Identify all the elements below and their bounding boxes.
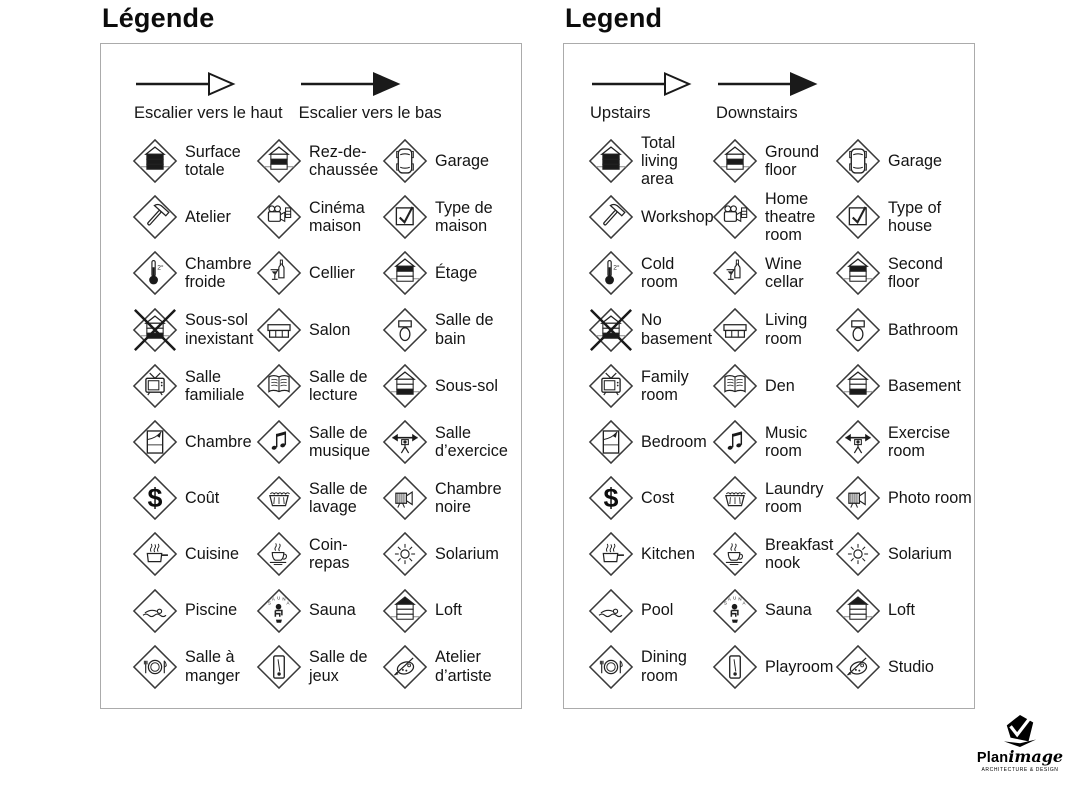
legend-item-label: Breakfast nook bbox=[765, 536, 834, 573]
legend-item-label: Garage bbox=[435, 151, 489, 170]
pool-icon bbox=[588, 588, 634, 634]
garage-icon bbox=[835, 138, 881, 184]
legend-item-pool bbox=[588, 588, 712, 634]
legend-item-label: Total living area bbox=[641, 133, 678, 189]
cost-icon bbox=[588, 475, 634, 521]
legend-item-label: Studio bbox=[888, 657, 934, 676]
legend-item-label: Type of house bbox=[888, 198, 942, 236]
legend-item-label: Salle de musique bbox=[309, 423, 371, 461]
legend-item-label: Salle de bain bbox=[435, 311, 494, 348]
planimage-mark-icon bbox=[1000, 714, 1040, 748]
legend-item-wine-cellar bbox=[712, 250, 835, 296]
legend-item-playroom bbox=[712, 644, 835, 690]
legend-item-bedroom bbox=[132, 419, 256, 465]
wine-cellar-icon bbox=[712, 250, 758, 296]
legend-item-photo-room bbox=[835, 475, 977, 521]
legend-item-label: Chambre bbox=[185, 432, 252, 451]
svg-text:A: A bbox=[727, 596, 731, 602]
legend-item-sauna bbox=[712, 588, 835, 634]
no-basement-icon bbox=[588, 307, 634, 353]
planimage-logo bbox=[973, 714, 1067, 773]
legend-item-den bbox=[256, 363, 382, 409]
legend-item-label: Cost bbox=[641, 489, 675, 508]
bedroom-icon bbox=[588, 419, 634, 465]
legend-item-label: Bedroom bbox=[641, 432, 707, 451]
legend-item-label: Atelier bbox=[185, 208, 231, 227]
studio-icon bbox=[835, 644, 881, 690]
workshop-icon bbox=[588, 194, 634, 240]
exercise-room-icon bbox=[835, 419, 881, 465]
panel-title-english: Legend bbox=[565, 3, 663, 33]
legend-item-type-of-house bbox=[382, 194, 522, 240]
no-basement-icon bbox=[132, 307, 178, 353]
legend-item-label: Salle de lavage bbox=[309, 479, 368, 517]
legend-item-second-floor bbox=[382, 250, 522, 296]
dining-room-icon bbox=[132, 644, 178, 690]
legend-item-label: Workshop bbox=[641, 208, 714, 227]
legend-item-dining-room bbox=[132, 644, 256, 690]
legend-item-label: Cold room bbox=[641, 255, 678, 292]
svg-text:$: $ bbox=[603, 483, 619, 514]
stairs-down-arrow-icon bbox=[716, 70, 818, 103]
family-room-icon bbox=[132, 363, 178, 409]
arrow-label: Downstairs bbox=[716, 104, 798, 122]
living-room-icon bbox=[256, 307, 302, 353]
legend-item-label: Surface totale bbox=[185, 142, 241, 180]
legend-item-label: Salle familiale bbox=[185, 367, 245, 404]
legend-item-label: Music room bbox=[765, 423, 808, 461]
legend-item-label: Étage bbox=[435, 264, 478, 283]
svg-text:A: A bbox=[286, 599, 290, 605]
arrow-block-stairs-up-arrow bbox=[134, 70, 283, 123]
legend-item-wine-cellar bbox=[256, 250, 382, 296]
legend-item-label: Kitchen bbox=[641, 545, 695, 564]
legend-item-label: Photo room bbox=[888, 489, 972, 508]
legend-item-family-room bbox=[588, 363, 712, 409]
legend-item-label: Salle d’exercice bbox=[435, 423, 508, 461]
legend-item-no-basement bbox=[588, 307, 712, 353]
legend-item-label: Ground floor bbox=[765, 142, 819, 180]
arrow-label: Escalier vers le bas bbox=[298, 104, 442, 122]
legend-item-basement bbox=[835, 363, 977, 409]
legend-item-label: Den bbox=[765, 376, 795, 395]
legend-item-label: Laundry room bbox=[765, 479, 824, 517]
legend-item-label: Loft bbox=[435, 601, 463, 620]
legend-item-label: Atelier d’artiste bbox=[435, 648, 492, 685]
second-floor-icon bbox=[835, 250, 881, 296]
legend-item-laundry-room bbox=[712, 475, 835, 521]
laundry-room-icon bbox=[256, 475, 302, 521]
legend-item-breakfast-nook bbox=[712, 531, 835, 577]
legend-item-bathroom bbox=[382, 307, 522, 353]
den-icon bbox=[256, 363, 302, 409]
stairs-up-arrow-icon bbox=[590, 70, 692, 103]
legend-item-basement bbox=[382, 363, 522, 409]
svg-text:N: N bbox=[282, 596, 286, 602]
legend-item-solarium bbox=[382, 531, 522, 577]
solarium-icon bbox=[835, 531, 881, 577]
legend-item-label: Basement bbox=[888, 376, 961, 395]
workshop-icon bbox=[132, 194, 178, 240]
legend-item-second-floor bbox=[835, 250, 977, 296]
laundry-room-icon bbox=[712, 475, 758, 521]
arrow-block-stairs-down-arrow bbox=[716, 70, 818, 123]
legend-item-exercise-room bbox=[835, 419, 977, 465]
legend-item-cold-room bbox=[588, 250, 712, 296]
planimage-wordmark bbox=[973, 749, 1067, 766]
playroom-icon bbox=[712, 644, 758, 690]
music-room-icon bbox=[256, 419, 302, 465]
kitchen-icon bbox=[588, 531, 634, 577]
legend-item-music-room bbox=[712, 419, 835, 465]
legend-item-label: Wine cellar bbox=[765, 255, 804, 292]
legend-item-label: Salle de jeux bbox=[309, 648, 368, 685]
svg-text:N: N bbox=[738, 596, 742, 602]
legend-item-cold-room bbox=[132, 250, 256, 296]
loft-icon bbox=[835, 588, 881, 634]
legend-item-label: Salle à manger bbox=[185, 648, 240, 685]
garage-icon bbox=[382, 138, 428, 184]
living-room-icon bbox=[712, 307, 758, 353]
legend-item-label: Cinéma maison bbox=[309, 198, 365, 236]
legend-item-label: No basement bbox=[641, 311, 713, 348]
arrow-label: Escalier vers le haut bbox=[134, 104, 283, 122]
second-floor-icon bbox=[382, 250, 428, 296]
legend-item-label: Salon bbox=[309, 320, 351, 339]
legend-item-ground-floor bbox=[712, 138, 835, 184]
arrows-row-french bbox=[134, 70, 521, 123]
home-theatre-icon bbox=[712, 194, 758, 240]
legend-item-music-room bbox=[256, 419, 382, 465]
legend-item-loft bbox=[382, 588, 522, 634]
sauna-icon bbox=[712, 588, 758, 634]
legend-item-bathroom bbox=[835, 307, 977, 353]
legend-grid-english bbox=[588, 133, 974, 695]
legend-item-label: Garage bbox=[888, 151, 942, 170]
legend-item-exercise-room bbox=[382, 419, 522, 465]
legend-item-label: Bathroom bbox=[888, 320, 959, 339]
legend-item-label: Coin-repas bbox=[309, 536, 350, 573]
legend-item-type-of-house bbox=[835, 194, 977, 240]
stairs-down-arrow-icon bbox=[299, 70, 442, 103]
playroom-icon bbox=[256, 644, 302, 690]
loft-icon bbox=[382, 588, 428, 634]
bedroom-icon bbox=[132, 419, 178, 465]
legend-item-label: Home theatre room bbox=[765, 189, 816, 245]
panel-box-english bbox=[563, 43, 975, 709]
basement-icon bbox=[382, 363, 428, 409]
breakfast-nook-icon bbox=[256, 531, 302, 577]
legend-item-solarium bbox=[835, 531, 977, 577]
studio-icon bbox=[382, 644, 428, 690]
legend-item-studio bbox=[835, 644, 977, 690]
stairs-up-arrow-icon bbox=[134, 70, 283, 103]
legend-item-label: Chambre froide bbox=[185, 255, 252, 292]
legend-item-label: Second floor bbox=[888, 255, 943, 292]
svg-text:U: U bbox=[733, 594, 737, 600]
den-icon bbox=[712, 363, 758, 409]
logo-brand-italic: image bbox=[1008, 747, 1064, 766]
legend-item-garage bbox=[835, 138, 977, 184]
legend-item-label: Family room bbox=[641, 367, 689, 404]
music-room-icon bbox=[712, 419, 758, 465]
legend-item-home-theatre bbox=[712, 190, 835, 245]
legend-grid-french bbox=[132, 133, 521, 695]
legend-item-total-living-area bbox=[132, 138, 256, 184]
panel-box-french bbox=[100, 43, 522, 709]
legend-item-sauna bbox=[256, 588, 382, 634]
legend-item-label: Rez-de-chaussée bbox=[309, 142, 379, 180]
home-theatre-icon bbox=[256, 194, 302, 240]
photo-room-icon bbox=[382, 475, 428, 521]
solarium-icon bbox=[382, 531, 428, 577]
kitchen-icon bbox=[132, 531, 178, 577]
sauna-icon bbox=[256, 588, 302, 634]
svg-text:S: S bbox=[723, 599, 727, 605]
legend-item-label: Playroom bbox=[765, 657, 834, 676]
legend-item-label: Living room bbox=[765, 311, 808, 348]
logo-brand-bold: Plan bbox=[976, 750, 1009, 766]
arrow-block-stairs-up-arrow bbox=[590, 70, 692, 123]
legend-item-ground-floor bbox=[256, 138, 382, 184]
dining-room-icon bbox=[588, 644, 634, 690]
ground-floor-icon bbox=[256, 138, 302, 184]
legend-item-pool bbox=[132, 588, 256, 634]
wine-cellar-icon bbox=[256, 250, 302, 296]
legend-item-label: Loft bbox=[888, 601, 916, 620]
legend-item-label: Type de maison bbox=[435, 198, 493, 236]
legend-item-laundry-room bbox=[256, 475, 382, 521]
svg-text:2°: 2° bbox=[613, 265, 620, 273]
legend-item-kitchen bbox=[132, 531, 256, 577]
legend-item-label: Sous-sol inexistant bbox=[185, 311, 254, 348]
svg-text:2°: 2° bbox=[157, 265, 164, 273]
legend-item-label: Exercise room bbox=[888, 423, 951, 461]
legend-item-label: Cellier bbox=[309, 264, 355, 283]
pool-icon bbox=[132, 588, 178, 634]
legend-item-playroom bbox=[256, 644, 382, 690]
svg-text:$: $ bbox=[147, 483, 163, 514]
legend-item-no-basement bbox=[132, 307, 256, 353]
legend-item-den bbox=[712, 363, 835, 409]
legend-item-bedroom bbox=[588, 419, 712, 465]
legend-item-photo-room bbox=[382, 475, 522, 521]
legend-item-label: Solarium bbox=[888, 545, 952, 564]
legend-item-label: Sous-sol bbox=[435, 376, 498, 395]
legend-item-living-room bbox=[256, 307, 382, 353]
arrow-label: Upstairs bbox=[590, 104, 651, 122]
cold-room-icon bbox=[132, 250, 178, 296]
legend-item-loft bbox=[835, 588, 977, 634]
logo-tagline: ARCHITECTURE & DESIGN bbox=[981, 766, 1059, 773]
breakfast-nook-icon bbox=[712, 531, 758, 577]
ground-floor-icon bbox=[712, 138, 758, 184]
total-living-area-icon bbox=[132, 138, 178, 184]
legend-item-cost bbox=[132, 475, 256, 521]
photo-room-icon bbox=[835, 475, 881, 521]
type-of-house-icon bbox=[835, 194, 881, 240]
legend-item-label: Dining room bbox=[641, 648, 687, 685]
legend-item-studio bbox=[382, 644, 522, 690]
panel-title-french: Légende bbox=[102, 3, 215, 33]
legend-item-label: Pool bbox=[641, 601, 674, 620]
legend-item-label: Sauna bbox=[765, 601, 812, 620]
legend-item-kitchen bbox=[588, 531, 712, 577]
legend-item-living-room bbox=[712, 307, 835, 353]
legend-item-family-room bbox=[132, 363, 256, 409]
legend-item-label: Piscine bbox=[185, 601, 238, 620]
legend-item-label: Sauna bbox=[309, 601, 356, 620]
svg-text:A: A bbox=[742, 599, 746, 605]
legend-item-label: Chambre noire bbox=[435, 479, 502, 517]
bathroom-icon bbox=[382, 307, 428, 353]
legend-item-label: Coût bbox=[185, 489, 220, 508]
cost-icon bbox=[132, 475, 178, 521]
legend-item-cost bbox=[588, 475, 712, 521]
bathroom-icon bbox=[835, 307, 881, 353]
exercise-room-icon bbox=[382, 419, 428, 465]
svg-text:S: S bbox=[267, 599, 271, 605]
total-living-area-icon bbox=[588, 138, 634, 184]
legend-item-label: Solarium bbox=[435, 545, 499, 564]
legend-item-workshop bbox=[132, 194, 256, 240]
svg-text:U: U bbox=[277, 594, 281, 600]
legend-item-home-theatre bbox=[256, 194, 382, 240]
legend-item-workshop bbox=[588, 194, 712, 240]
arrows-row-english bbox=[590, 70, 974, 123]
legend-item-breakfast-nook bbox=[256, 531, 382, 577]
basement-icon bbox=[835, 363, 881, 409]
cold-room-icon bbox=[588, 250, 634, 296]
legend-item-label: Salle de lecture bbox=[309, 367, 368, 404]
legend-item-garage bbox=[382, 138, 522, 184]
arrow-block-stairs-down-arrow bbox=[299, 70, 442, 123]
panel-french bbox=[100, 3, 522, 709]
legend-item-total-living-area bbox=[588, 134, 712, 189]
legend-item-label: Cuisine bbox=[185, 545, 239, 564]
family-room-icon bbox=[588, 363, 634, 409]
panel-english bbox=[563, 3, 975, 709]
type-of-house-icon bbox=[382, 194, 428, 240]
svg-text:A: A bbox=[271, 596, 275, 602]
legend-item-dining-room bbox=[588, 644, 712, 690]
